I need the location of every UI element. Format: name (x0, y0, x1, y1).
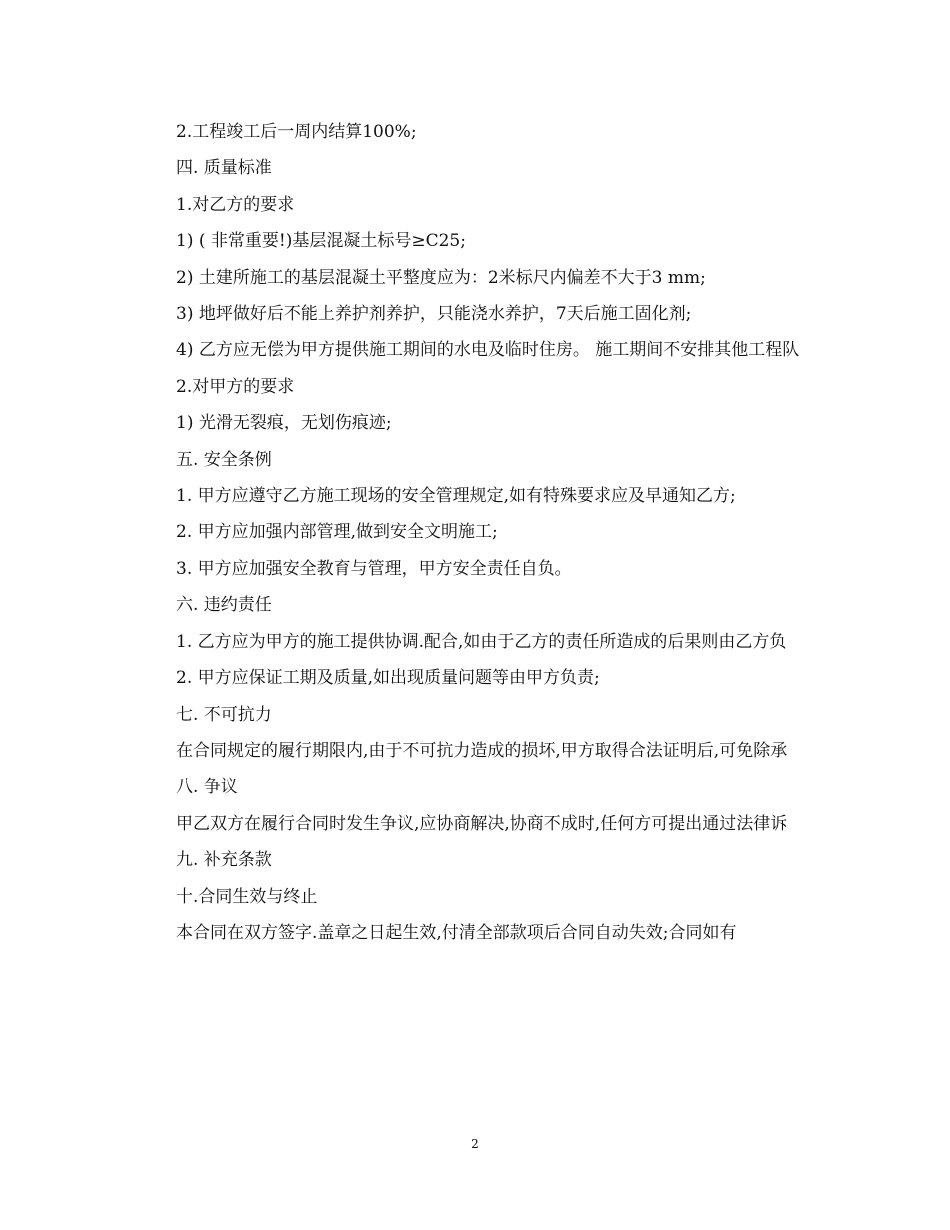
page-number: 2 (471, 1137, 479, 1151)
heading-force-majeure: 七. 不可抗力 (176, 704, 272, 725)
paragraph-dispute: 甲乙双方在履行合同时发生争议,应协商解决,协商不成时,任何方可提出通过法律诉 (176, 813, 788, 834)
subheading-party-b-requirements: 1.对乙方的要求 (176, 194, 295, 215)
subheading-party-a-requirements: 2.对甲方的要求 (176, 376, 295, 397)
list-item-internal-management: 2. 甲方应加强内部管理,做到安全文明施工; (176, 522, 498, 543)
list-item-flatness: 2) 土建所施工的基层混凝土平整度应为：2米标尺内偏差不大于3 mm; (176, 267, 706, 288)
document-body (140, 114, 810, 951)
list-item-safety-education: 3. 甲方应加强安全教育与管理，甲方安全责任自负。 (176, 558, 572, 579)
paragraph-settlement: 2.工程竣工后一周内结算100%; (176, 122, 417, 142)
list-item-concrete-grade: 1) ( 非常重要!)基层混凝土标号≥C25; (176, 231, 466, 252)
list-item-utilities-housing: 4) 乙方应无偿为甲方提供施工期间的水电及临时住房。 施工期间不安排其他工程队 (176, 340, 800, 361)
heading-dispute: 八. 争议 (176, 777, 238, 798)
heading-quality-standard: 四. 质量标准 (176, 158, 272, 179)
heading-safety: 五. 安全条例 (176, 449, 272, 470)
list-item-safety-rules: 1. 甲方应遵守乙方施工现场的安全管理规定,如有特殊要求应及早通知乙方; (176, 486, 736, 507)
heading-liability: 六. 违约责任 (176, 595, 272, 616)
heading-effectiveness: 十.合同生效与终止 (176, 886, 318, 907)
list-item-coordination: 1. 乙方应为甲方的施工提供协调.配合,如由于乙方的责任所造成的后果则由乙方负 (176, 631, 787, 652)
list-item-curing: 3) 地坪做好后不能上养护剂养护，只能浇水养护，7天后施工固化剂; (176, 304, 692, 325)
paragraph-effectiveness: 本合同在双方签字.盖章之日起生效,付清全部款项后合同自动失效;合同如有 (176, 922, 737, 943)
heading-supplementary: 九. 补充条款 (176, 850, 272, 871)
list-item-smooth-surface: 1) 光滑无裂痕，无划伤痕迹; (176, 413, 392, 434)
list-item-schedule-quality: 2. 甲方应保证工期及质量,如出现质量问题等由甲方负责; (176, 668, 600, 689)
paragraph-force-majeure: 在合同规定的履行期限内,由于不可抗力造成的损坏,甲方取得合法证明后,可免除承 (176, 740, 788, 761)
